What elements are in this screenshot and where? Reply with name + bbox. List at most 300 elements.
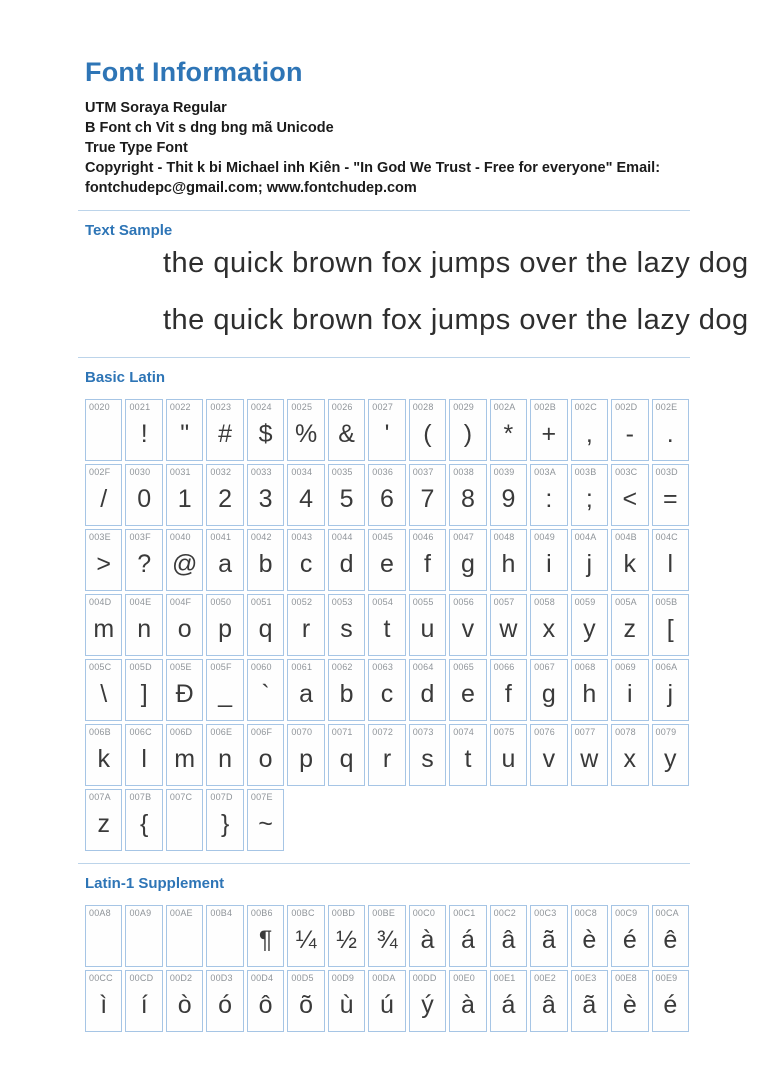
glyph-sample: j [667, 680, 674, 709]
codepoint-label: 0053 [331, 596, 353, 607]
glyph-cell [166, 464, 203, 526]
glyph-sample: x [623, 745, 637, 774]
glyph-sample: p [299, 745, 314, 774]
glyph-cell [287, 970, 324, 1032]
pangram-sample: the quick brown fox jumps over the lazy dog [163, 246, 749, 279]
codepoint-label: 0031 [169, 466, 191, 477]
codepoint-label: 0037 [412, 466, 434, 477]
codepoint-label: 002A [493, 401, 516, 412]
codepoint-label: 003B [574, 466, 597, 477]
codepoint-label: 00C3 [534, 907, 557, 918]
glyph-cell [530, 464, 567, 526]
codepoint-label: 006F [250, 726, 273, 737]
codepoint-label: 003E [89, 531, 111, 542]
glyph-cell [368, 970, 405, 1032]
glyph-sample: s [421, 745, 434, 774]
codepoint-label: 0025 [291, 401, 313, 412]
codepoint-label: 0052 [291, 596, 313, 607]
codepoint-label: 0032 [210, 466, 232, 477]
codepoint-label: 0065 [453, 661, 475, 672]
glyph-cell [409, 905, 446, 967]
section-divider [78, 210, 690, 211]
glyph-sample: k [623, 550, 637, 579]
glyph-cell [652, 399, 689, 461]
glyph-sample: á [460, 926, 475, 955]
glyph-sample: g [460, 550, 475, 579]
glyph-sample: } [220, 810, 230, 839]
glyph-cell [287, 659, 324, 721]
glyph-sample: ò [177, 991, 192, 1020]
codepoint-label: 0067 [534, 661, 555, 672]
codepoint-label: 005A [615, 596, 637, 607]
glyph-cell [611, 594, 648, 656]
glyph-cell [611, 724, 648, 786]
section-heading-basic-latin: Basic Latin [85, 368, 166, 386]
codepoint-label: 0046 [412, 531, 434, 542]
glyph-cell [247, 724, 284, 786]
glyph-sample: + [541, 420, 557, 449]
glyph-sample: ? [137, 550, 152, 579]
codepoint-label: 0020 [89, 401, 110, 412]
glyph-sample: 9 [501, 485, 516, 514]
glyph-cell [611, 905, 648, 967]
section-divider [78, 357, 690, 358]
glyph-cell [449, 659, 486, 721]
glyph-sample: k [97, 745, 110, 774]
codepoint-label: 0022 [169, 401, 191, 412]
glyph-cell [328, 529, 365, 591]
glyph-cell [368, 399, 405, 461]
glyph-sample: y [583, 615, 596, 644]
codepoint-label: 00C9 [615, 907, 638, 918]
glyph-sample: n [218, 745, 233, 774]
glyph-sample: ] [140, 680, 148, 709]
codepoint-label: 0058 [534, 596, 555, 607]
codepoint-label: 00DD [412, 972, 437, 983]
codepoint-label: 0033 [250, 466, 272, 477]
glyph-sample: 0 [137, 485, 152, 514]
glyph-sample: u [420, 615, 435, 644]
glyph-cell [206, 594, 243, 656]
glyph-sample: 8 [460, 485, 475, 514]
codepoint-label: 00DA [372, 972, 396, 983]
codepoint-label: 0039 [493, 466, 515, 477]
codepoint-label: 0056 [453, 596, 475, 607]
page-title: Font Information [85, 57, 303, 87]
glyph-sample: l [141, 745, 147, 774]
codepoint-label: 0041 [210, 531, 232, 542]
font-specimen-page [85, 57, 749, 1092]
codepoint-label: 00BE [372, 907, 396, 918]
glyph-cell [490, 399, 527, 461]
glyph-sample: e [380, 550, 394, 579]
glyph-cell [490, 659, 527, 721]
glyph-sample: n [137, 615, 152, 644]
section-heading-text-sample: Text Sample [85, 221, 173, 239]
codepoint-label: 002D [615, 401, 638, 412]
glyph-sample: _ [218, 680, 233, 709]
codepoint-label: 004A [574, 531, 597, 542]
codepoint-label: 0071 [331, 726, 353, 737]
glyph-sample: % [294, 420, 318, 449]
codepoint-label: 00CD [129, 972, 154, 983]
glyph-cell [166, 659, 203, 721]
glyph-cell [125, 529, 162, 591]
font-info-line: B Font ch Vit s dng bng mã Unicode [85, 119, 334, 136]
codepoint-label: 0060 [250, 661, 272, 672]
glyph-sample: h [501, 550, 516, 579]
glyph-sample: - [625, 420, 634, 449]
glyph-sample: ê [663, 926, 678, 955]
glyph-sample: b [339, 680, 354, 709]
glyph-cell [571, 399, 608, 461]
glyph-sample: u [501, 745, 516, 774]
glyph-cell [490, 594, 527, 656]
glyph-sample: o [258, 745, 273, 774]
glyph-sample: ý [421, 991, 434, 1020]
glyph-cell [409, 970, 446, 1032]
glyph-sample: # [218, 420, 233, 449]
glyph-cell [530, 529, 567, 591]
codepoint-label: 006E [210, 726, 233, 737]
glyph-sample: a [218, 550, 233, 579]
glyph-cell [328, 905, 365, 967]
codepoint-label: 00C8 [574, 907, 597, 918]
codepoint-label: 00A8 [89, 907, 111, 918]
codepoint-label: 007A [89, 791, 111, 802]
glyph-sample: Đ [175, 680, 194, 709]
text-sample-block [163, 246, 749, 337]
glyph-sample: x [542, 615, 556, 644]
codepoint-label: 0063 [372, 661, 394, 672]
glyph-cell [287, 594, 324, 656]
glyph-sample [167, 802, 202, 848]
glyph-sample: e [460, 680, 475, 709]
glyph-sample: ¾ [376, 926, 398, 955]
glyph-sample: v [461, 615, 475, 644]
glyph-sample: õ [299, 991, 314, 1020]
glyph-cell [652, 724, 689, 786]
codepoint-label: 00BD [331, 907, 356, 918]
glyph-cell [652, 594, 689, 656]
glyph-cell [328, 464, 365, 526]
section-heading-latin1-supplement: Latin-1 Supplement [85, 874, 225, 892]
codepoint-label: 005F [210, 661, 232, 672]
glyph-cell [247, 464, 284, 526]
codepoint-label: 0077 [574, 726, 596, 737]
glyph-sample: o [177, 615, 192, 644]
codepoint-label: 00B4 [210, 907, 233, 918]
glyph-cell [206, 399, 243, 461]
glyph-cell [409, 399, 446, 461]
codepoint-label: 0075 [493, 726, 515, 737]
glyph-cell [206, 464, 243, 526]
glyph-sample: ) [463, 420, 473, 449]
glyph-sample: 7 [420, 485, 435, 514]
glyph-cell [611, 659, 648, 721]
codepoint-label: 0044 [331, 531, 353, 542]
glyph-cell [530, 905, 567, 967]
codepoint-label: 00E1 [493, 972, 516, 983]
codepoint-label: 005D [129, 661, 152, 672]
glyph-sample: à [420, 926, 435, 955]
glyph-cell [571, 529, 608, 591]
glyph-sample: r [382, 745, 392, 774]
codepoint-label: 005B [655, 596, 678, 607]
glyph-cell [247, 399, 284, 461]
codepoint-label: 006B [89, 726, 111, 737]
glyph-sample: , [585, 420, 593, 449]
codepoint-label: 0042 [250, 531, 272, 542]
codepoint-label: 00AE [169, 907, 193, 918]
codepoint-label: 006A [655, 661, 678, 672]
glyph-cell [530, 594, 567, 656]
glyph-sample: ~ [258, 810, 273, 839]
codepoint-label: 0073 [412, 726, 434, 737]
codepoint-label: 0045 [372, 531, 394, 542]
glyph-cell [166, 529, 203, 591]
glyph-cell [287, 464, 324, 526]
codepoint-label: 004E [129, 596, 152, 607]
glyph-sample: ¶ [258, 926, 273, 955]
glyph-cell [166, 789, 203, 851]
glyph-sample [207, 918, 242, 964]
glyph-sample: w [580, 745, 599, 774]
codepoint-label: 0038 [453, 466, 475, 477]
codepoint-label: 004C [655, 531, 678, 542]
glyph-cell [125, 594, 162, 656]
glyph-sample: c [380, 680, 394, 709]
glyph-sample [86, 412, 121, 458]
glyph-sample: t [464, 745, 472, 774]
glyph-sample: ¼ [295, 926, 317, 955]
glyph-cell [490, 464, 527, 526]
glyph-sample: f [504, 680, 512, 709]
glyph-cell [530, 399, 567, 461]
glyph-cell [368, 659, 405, 721]
codepoint-label: 0036 [372, 466, 394, 477]
glyph-cell [125, 399, 162, 461]
glyph-cell [368, 594, 405, 656]
codepoint-label: 0023 [210, 401, 232, 412]
glyph-sample: d [339, 550, 354, 579]
codepoint-label: 004D [89, 596, 112, 607]
glyph-cell [409, 529, 446, 591]
font-info-line: UTM Soraya Regular [85, 99, 227, 116]
glyph-cell [206, 659, 243, 721]
glyph-sample: q [339, 745, 354, 774]
codepoint-label: 004B [615, 531, 637, 542]
glyph-cell [247, 594, 284, 656]
codepoint-label: 007D [210, 791, 233, 802]
codepoint-label: 0061 [291, 661, 313, 672]
glyph-sample: ó [218, 991, 233, 1020]
codepoint-label: 00E9 [655, 972, 678, 983]
glyph-sample: . [666, 420, 674, 449]
glyph-sample: @ [171, 550, 198, 579]
codepoint-label: 00C1 [453, 907, 476, 918]
glyph-cell [652, 659, 689, 721]
glyph-cell [125, 905, 162, 967]
glyph-cell [530, 724, 567, 786]
codepoint-label: 00C2 [493, 907, 516, 918]
glyph-cell [85, 789, 122, 851]
glyph-cell [328, 594, 365, 656]
font-info-line: True Type Font [85, 139, 188, 156]
codepoint-label: 0070 [291, 726, 313, 737]
glyph-sample: è [582, 926, 597, 955]
glyph-cell [125, 724, 162, 786]
glyph-cell [125, 970, 162, 1032]
codepoint-label: 00D5 [291, 972, 314, 983]
glyph-sample: é [622, 926, 637, 955]
glyph-sample: $ [258, 420, 273, 449]
codepoint-label: 0040 [169, 531, 191, 542]
glyph-sample [126, 918, 161, 964]
codepoint-label: 0048 [493, 531, 515, 542]
glyph-cell [125, 659, 162, 721]
codepoint-label: 0035 [331, 466, 353, 477]
glyph-cell [247, 970, 284, 1032]
codepoint-label: 00A9 [129, 907, 152, 918]
glyph-cell [85, 905, 122, 967]
codepoint-label: 00D9 [331, 972, 355, 983]
glyph-sample: â [541, 991, 556, 1020]
glyph-sample: t [383, 615, 391, 644]
codepoint-label: 0028 [412, 401, 434, 412]
glyph-cell [449, 905, 486, 967]
glyph-sample: a [299, 680, 314, 709]
codepoint-label: 0062 [331, 661, 353, 672]
codepoint-label: 0024 [250, 401, 272, 412]
codepoint-label: 0069 [615, 661, 636, 672]
glyph-cell [166, 724, 203, 786]
glyph-cell [611, 399, 648, 461]
codepoint-label: 00E2 [534, 972, 556, 983]
glyph-sample: 3 [258, 485, 273, 514]
glyph-sample: h [582, 680, 597, 709]
glyph-cell [409, 594, 446, 656]
glyph-cell [206, 724, 243, 786]
codepoint-label: 0021 [129, 401, 151, 412]
glyph-sample: { [140, 810, 149, 839]
glyph-cell [449, 724, 486, 786]
codepoint-label: 0049 [534, 531, 555, 542]
glyph-cell [85, 464, 122, 526]
glyph-sample: j [586, 550, 593, 579]
glyph-cell [166, 399, 203, 461]
glyph-cell [571, 905, 608, 967]
glyph-cell [328, 970, 365, 1032]
glyph-sample: " [180, 420, 190, 449]
glyph-cell [206, 529, 243, 591]
font-info-block [85, 98, 689, 198]
codepoint-label: 006D [169, 726, 193, 737]
glyph-sample: w [499, 615, 518, 644]
glyph-cell [247, 905, 284, 967]
glyph-cell [409, 724, 446, 786]
glyph-sample: z [97, 810, 110, 839]
glyph-cell [652, 529, 689, 591]
codepoint-label: 0055 [412, 596, 434, 607]
glyph-sample: á [501, 991, 516, 1020]
codepoint-label: 00E8 [615, 972, 637, 983]
font-info-line: Copyright - Thit k bi Michael inh Kiên - "In God We Trust - Free for everyone" Email: [85, 159, 661, 176]
codepoint-label: 00E0 [453, 972, 476, 983]
glyph-cell [166, 970, 203, 1032]
glyph-cell [449, 464, 486, 526]
codepoint-label: 002C [574, 401, 597, 412]
codepoint-label: 0078 [615, 726, 636, 737]
glyph-sample: f [423, 550, 431, 579]
glyph-cell [571, 970, 608, 1032]
glyph-sample: q [258, 615, 273, 644]
codepoint-label: 0072 [372, 726, 394, 737]
glyph-sample: 6 [380, 485, 394, 514]
basic-latin-table [85, 399, 689, 851]
codepoint-label: 0057 [493, 596, 515, 607]
glyph-cell [368, 464, 405, 526]
codepoint-label: 00CA [655, 907, 679, 918]
glyph-cell [449, 399, 486, 461]
codepoint-label: 00B6 [250, 907, 273, 918]
glyph-sample: à [460, 991, 475, 1020]
glyph-cell [652, 905, 689, 967]
glyph-cell [409, 659, 446, 721]
glyph-sample: [ [666, 615, 674, 644]
codepoint-label: 006C [129, 726, 152, 737]
section-divider [78, 863, 690, 864]
codepoint-label: 0026 [331, 401, 353, 412]
glyph-cell [85, 659, 122, 721]
glyph-cell [125, 464, 162, 526]
glyph-cell [287, 724, 324, 786]
codepoint-label: 003D [655, 466, 678, 477]
glyph-cell [368, 529, 405, 591]
glyph-sample: & [338, 420, 355, 449]
codepoint-label: 0027 [372, 401, 394, 412]
glyph-sample: s [340, 615, 353, 644]
codepoint-label: 0079 [655, 726, 677, 737]
glyph-cell [247, 529, 284, 591]
glyph-cell [652, 970, 689, 1032]
glyph-sample: ã [541, 926, 556, 955]
glyph-cell [490, 724, 527, 786]
glyph-cell [166, 594, 203, 656]
glyph-cell [85, 970, 122, 1032]
glyph-sample: d [420, 680, 435, 709]
glyph-sample: ' [384, 420, 390, 449]
codepoint-label: 0030 [129, 466, 151, 477]
glyph-sample: ! [140, 420, 148, 449]
glyph-sample: ô [258, 991, 273, 1020]
codepoint-label: 007B [129, 791, 152, 802]
glyph-cell [571, 464, 608, 526]
codepoint-label: 00D2 [169, 972, 193, 983]
glyph-sample: í [140, 991, 148, 1020]
codepoint-label: 00CC [89, 972, 113, 983]
glyph-sample: z [623, 615, 637, 644]
glyph-cell [530, 659, 567, 721]
glyph-sample: r [301, 615, 311, 644]
codepoint-label: 007C [169, 791, 193, 802]
glyph-cell [85, 529, 122, 591]
codepoint-label: 00C0 [412, 907, 436, 918]
codepoint-label: 0043 [291, 531, 313, 542]
codepoint-label: 002F [89, 466, 111, 477]
glyph-sample: ; [585, 485, 593, 514]
codepoint-label: 0050 [210, 596, 232, 607]
